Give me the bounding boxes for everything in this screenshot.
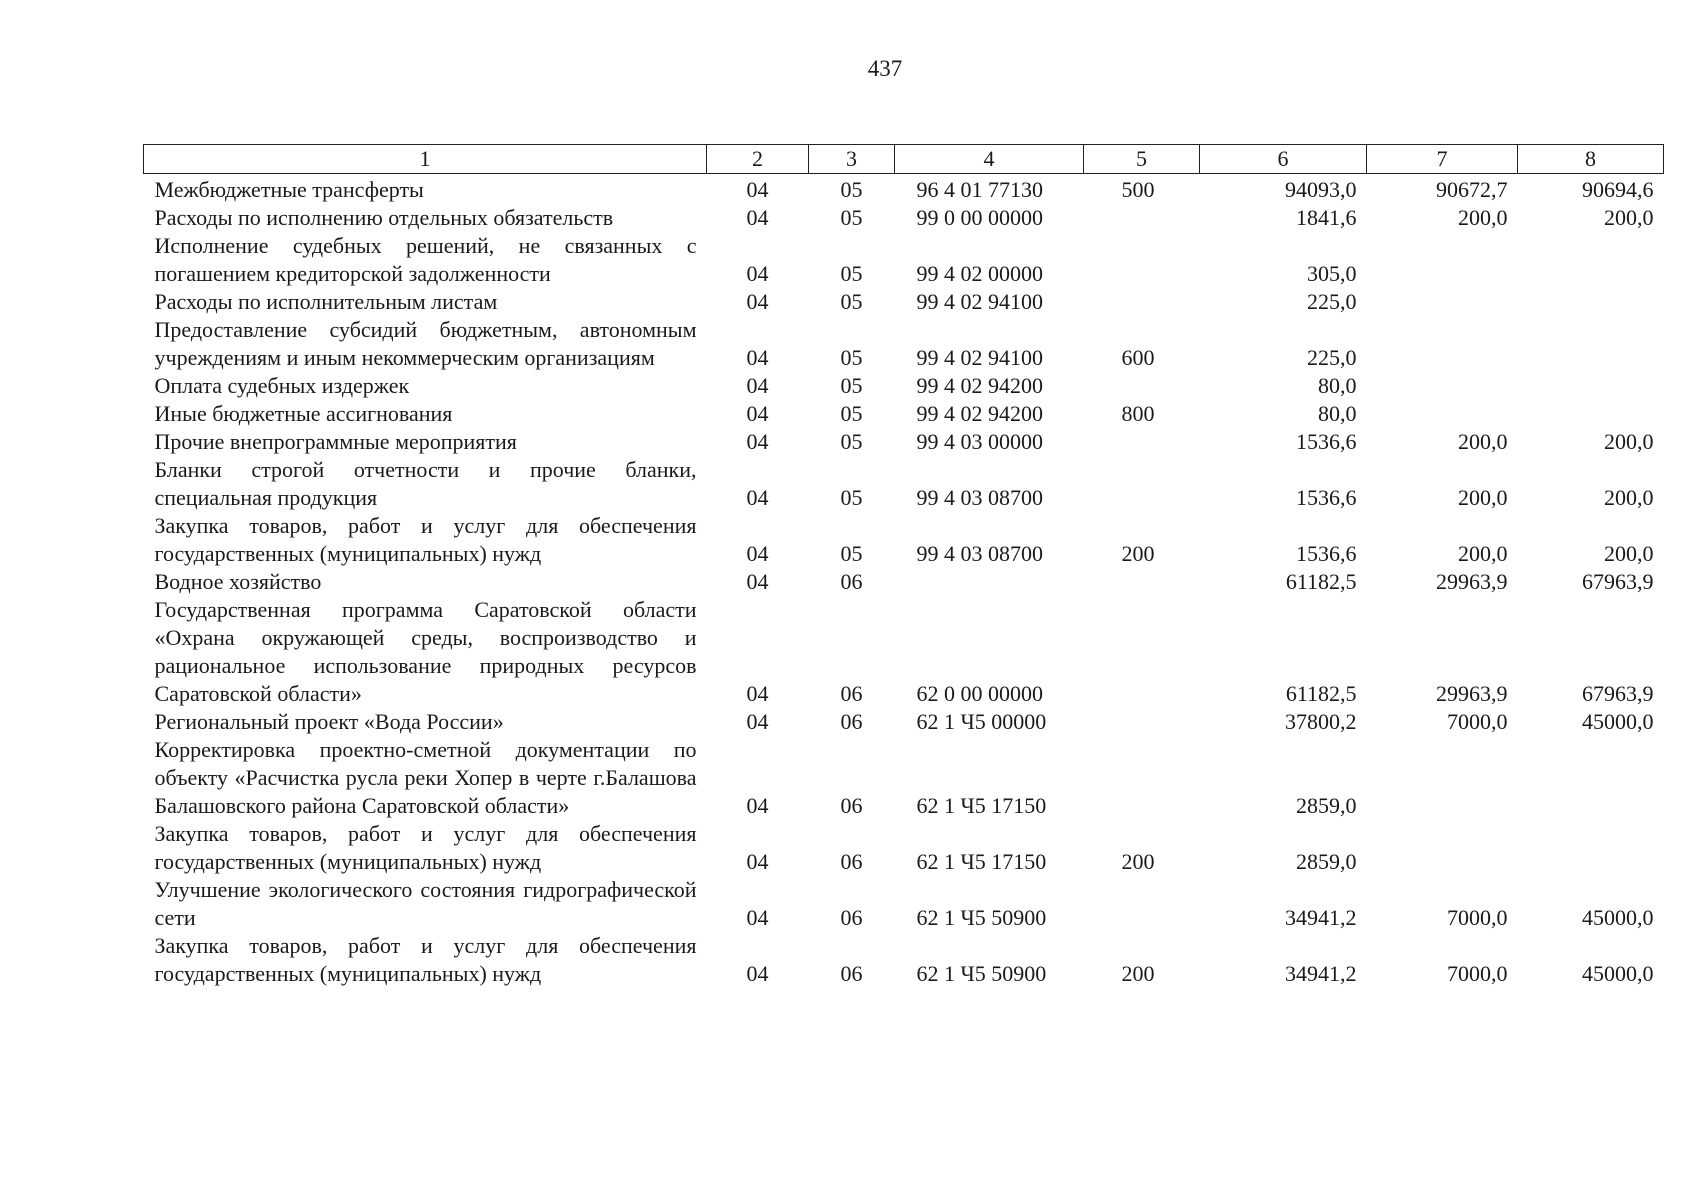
target-article-code: 99 4 03 08700 bbox=[916, 541, 1043, 566]
target-article-code: 99 4 02 94100 bbox=[916, 289, 1043, 314]
expense-type-code bbox=[1084, 428, 1200, 456]
table-row bbox=[144, 288, 1664, 316]
section-code: 04 bbox=[746, 373, 769, 398]
expense-type-code: 200 bbox=[1121, 541, 1155, 566]
target-article-code: 62 0 00 00000 bbox=[916, 681, 1043, 706]
amount-col6: 1536,6 bbox=[1296, 541, 1357, 566]
subsection-code: 06 bbox=[840, 709, 863, 734]
amount-col6: 94093,0 bbox=[1285, 177, 1357, 202]
column-header: 8 bbox=[1518, 145, 1664, 174]
amount-col7 bbox=[1367, 232, 1518, 288]
amount-col7 bbox=[1367, 820, 1518, 876]
amount-col8 bbox=[1518, 288, 1664, 316]
subsection-code: 05 bbox=[840, 373, 863, 398]
expense-type-code bbox=[1084, 456, 1200, 512]
subsection-code: 05 bbox=[840, 205, 863, 230]
section-code: 04 bbox=[746, 429, 769, 454]
item-name: Прочие внепрограммные мероприятия bbox=[154, 429, 517, 454]
item-name: Корректировка проектно-сметной документации по объекту «Расчистка русла реки Хопер в черте г.Балашова Балашовского района Саратовской области» bbox=[154, 737, 697, 818]
amount-col7: 200,0 bbox=[1458, 429, 1508, 454]
amount-col8 bbox=[1518, 736, 1664, 820]
amount-col6: 225,0 bbox=[1307, 289, 1357, 314]
amount-col6: 61182,5 bbox=[1285, 681, 1357, 706]
expense-type-code: 500 bbox=[1121, 177, 1155, 202]
amount-col8 bbox=[1518, 316, 1664, 372]
item-name: Расходы по исполнению отдельных обязательств bbox=[154, 205, 614, 230]
item-name: Расходы по исполнительным листам bbox=[154, 289, 498, 314]
amount-col8: 45000,0 bbox=[1582, 709, 1654, 734]
amount-col8: 67963,9 bbox=[1582, 569, 1654, 594]
amount-col8 bbox=[1518, 372, 1664, 400]
expense-type-code bbox=[1084, 596, 1200, 708]
expense-type-code bbox=[1084, 708, 1200, 736]
amount-col8: 67963,9 bbox=[1582, 681, 1654, 706]
target-article-code: 62 1 Ч5 17150 bbox=[916, 793, 1047, 818]
subsection-code: 06 bbox=[840, 569, 863, 594]
amount-col7 bbox=[1367, 400, 1518, 428]
section-code: 04 bbox=[746, 905, 769, 930]
target-article-code: 99 0 00 00000 bbox=[916, 205, 1043, 230]
table-row bbox=[144, 708, 1664, 736]
item-name: Закупка товаров, работ и услуг для обеспечения государственных (муниципальных) нужд bbox=[154, 933, 697, 986]
column-header: 7 bbox=[1367, 145, 1518, 174]
amount-col7: 7000,0 bbox=[1447, 961, 1508, 986]
target-article-code: 62 1 Ч5 17150 bbox=[916, 849, 1047, 874]
section-code: 04 bbox=[746, 205, 769, 230]
expense-type-code bbox=[1084, 204, 1200, 232]
section-code: 04 bbox=[746, 485, 769, 510]
table-row bbox=[144, 400, 1664, 428]
amount-col6: 61182,5 bbox=[1285, 569, 1357, 594]
subsection-code: 06 bbox=[840, 681, 863, 706]
item-name: Межбюджетные трансферты bbox=[154, 177, 424, 202]
section-code: 04 bbox=[746, 401, 769, 426]
column-header: 6 bbox=[1200, 145, 1367, 174]
amount-col6: 37800,2 bbox=[1285, 709, 1357, 734]
amount-col6: 34941,2 bbox=[1285, 905, 1357, 930]
section-code: 04 bbox=[746, 541, 769, 566]
table-row bbox=[144, 372, 1664, 400]
section-code: 04 bbox=[746, 261, 769, 286]
expense-type-code: 600 bbox=[1121, 345, 1155, 370]
section-code: 04 bbox=[746, 961, 769, 986]
amount-col7: 29963,9 bbox=[1436, 569, 1508, 594]
expense-type-code: 200 bbox=[1121, 961, 1155, 986]
amount-col8: 90694,6 bbox=[1582, 177, 1654, 202]
subsection-code: 05 bbox=[840, 401, 863, 426]
amount-col7: 29963,9 bbox=[1436, 681, 1508, 706]
table-row bbox=[144, 316, 1664, 372]
subsection-code: 06 bbox=[840, 905, 863, 930]
target-article-code: 99 4 03 00000 bbox=[916, 429, 1043, 454]
amount-col8: 200,0 bbox=[1604, 485, 1654, 510]
amount-col6: 2859,0 bbox=[1296, 849, 1357, 874]
amount-col8: 200,0 bbox=[1604, 429, 1654, 454]
expense-type-code bbox=[1084, 876, 1200, 932]
expense-type-code bbox=[1084, 372, 1200, 400]
subsection-code: 05 bbox=[840, 345, 863, 370]
amount-col7: 200,0 bbox=[1458, 541, 1508, 566]
section-code: 04 bbox=[746, 569, 769, 594]
amount-col7 bbox=[1367, 736, 1518, 820]
target-article-code: 99 4 02 94200 bbox=[916, 373, 1043, 398]
item-name: Государственная программа Саратовской области «Охрана окружающей среды, воспроизводство и рациональное использование природных ресурсов Саратовской области» bbox=[154, 597, 697, 706]
target-article-code: 96 4 01 77130 bbox=[916, 177, 1043, 202]
column-number-row bbox=[144, 145, 1664, 174]
subsection-code: 05 bbox=[840, 261, 863, 286]
amount-col8: 200,0 bbox=[1604, 541, 1654, 566]
expense-type-code bbox=[1084, 288, 1200, 316]
section-code: 04 bbox=[746, 345, 769, 370]
table-row bbox=[144, 456, 1664, 512]
table-row bbox=[144, 932, 1664, 988]
amount-col6: 1536,6 bbox=[1296, 429, 1357, 454]
column-header: 3 bbox=[809, 145, 895, 174]
table-row bbox=[144, 174, 1664, 205]
section-code: 04 bbox=[746, 177, 769, 202]
table-row bbox=[144, 512, 1664, 568]
amount-col6: 34941,2 bbox=[1285, 961, 1357, 986]
expense-type-code bbox=[1084, 232, 1200, 288]
subsection-code: 05 bbox=[840, 541, 863, 566]
amount-col8: 45000,0 bbox=[1582, 905, 1654, 930]
amount-col6: 1841,6 bbox=[1296, 205, 1357, 230]
table-row bbox=[144, 568, 1664, 596]
expense-type-code bbox=[1084, 736, 1200, 820]
amount-col7: 7000,0 bbox=[1447, 905, 1508, 930]
column-header: 2 bbox=[707, 145, 809, 174]
item-name: Бланки строгой отчетности и прочие бланки, специальная продукция bbox=[154, 457, 697, 510]
amount-col7 bbox=[1367, 372, 1518, 400]
item-name: Оплата судебных издержек bbox=[154, 373, 410, 398]
subsection-code: 06 bbox=[840, 849, 863, 874]
section-code: 04 bbox=[746, 849, 769, 874]
item-name: Закупка товаров, работ и услуг для обеспечения государственных (муниципальных) нужд bbox=[154, 513, 697, 566]
column-header: 4 bbox=[895, 145, 1084, 174]
amount-col6: 2859,0 bbox=[1296, 793, 1357, 818]
section-code: 04 bbox=[746, 709, 769, 734]
amount-col6: 80,0 bbox=[1318, 401, 1357, 426]
column-header: 5 bbox=[1084, 145, 1200, 174]
target-article-code: 62 1 Ч5 50900 bbox=[916, 961, 1047, 986]
target-article-code: 62 1 Ч5 00000 bbox=[916, 709, 1047, 734]
item-name: Водное хозяйство bbox=[154, 569, 322, 594]
table-row bbox=[144, 876, 1664, 932]
subsection-code: 05 bbox=[840, 485, 863, 510]
item-name: Предоставление субсидий бюджетным, автономным учреждениям и иным некоммерческим организациям bbox=[154, 317, 697, 370]
amount-col6: 305,0 bbox=[1307, 261, 1357, 286]
amount-col8 bbox=[1518, 400, 1664, 428]
target-article-code: 99 4 03 08700 bbox=[916, 485, 1043, 510]
target-article-code: 99 4 02 00000 bbox=[916, 261, 1043, 286]
column-header: 1 bbox=[144, 145, 707, 174]
subsection-code: 05 bbox=[840, 177, 863, 202]
expense-type-code: 800 bbox=[1121, 401, 1155, 426]
amount-col6: 80,0 bbox=[1318, 373, 1357, 398]
table-row bbox=[144, 596, 1664, 708]
item-name: Региональный проект «Вода России» bbox=[154, 709, 504, 734]
amount-col7: 200,0 bbox=[1458, 205, 1508, 230]
table-row bbox=[144, 736, 1664, 820]
section-code: 04 bbox=[746, 793, 769, 818]
subsection-code: 06 bbox=[840, 961, 863, 986]
table-row bbox=[144, 428, 1664, 456]
amount-col8: 45000,0 bbox=[1582, 961, 1654, 986]
target-article-code bbox=[895, 568, 1084, 596]
amount-col8 bbox=[1518, 232, 1664, 288]
amount-col7 bbox=[1367, 316, 1518, 372]
section-code: 04 bbox=[746, 289, 769, 314]
table-row bbox=[144, 232, 1664, 288]
table-row bbox=[144, 820, 1664, 876]
section-code: 04 bbox=[746, 681, 769, 706]
target-article-code: 99 4 02 94100 bbox=[916, 345, 1043, 370]
subsection-code: 05 bbox=[840, 429, 863, 454]
amount-col6: 1536,6 bbox=[1296, 485, 1357, 510]
item-name: Улучшение экологического состояния гидрографической сети bbox=[154, 877, 697, 930]
amount-col8 bbox=[1518, 820, 1664, 876]
item-name: Иные бюджетные ассигнования bbox=[154, 401, 453, 426]
expense-type-code: 200 bbox=[1121, 849, 1155, 874]
amount-col7 bbox=[1367, 288, 1518, 316]
amount-col7: 90672,7 bbox=[1436, 177, 1508, 202]
table-row bbox=[144, 204, 1664, 232]
target-article-code: 62 1 Ч5 50900 bbox=[916, 905, 1047, 930]
amount-col7: 7000,0 bbox=[1447, 709, 1508, 734]
amount-col7: 200,0 bbox=[1458, 485, 1508, 510]
table-body bbox=[144, 174, 1664, 989]
target-article-code: 99 4 02 94200 bbox=[916, 401, 1043, 426]
page-number: 437 bbox=[867, 56, 903, 81]
budget-table bbox=[143, 144, 1664, 988]
amount-col8: 200,0 bbox=[1604, 205, 1654, 230]
item-name: Исполнение судебных решений, не связанных с погашением кредиторской задолженности bbox=[154, 233, 697, 286]
item-name: Закупка товаров, работ и услуг для обеспечения государственных (муниципальных) нужд bbox=[154, 821, 697, 874]
subsection-code: 05 bbox=[840, 289, 863, 314]
subsection-code: 06 bbox=[840, 793, 863, 818]
amount-col6: 225,0 bbox=[1307, 345, 1357, 370]
expense-type-code bbox=[1084, 568, 1200, 596]
